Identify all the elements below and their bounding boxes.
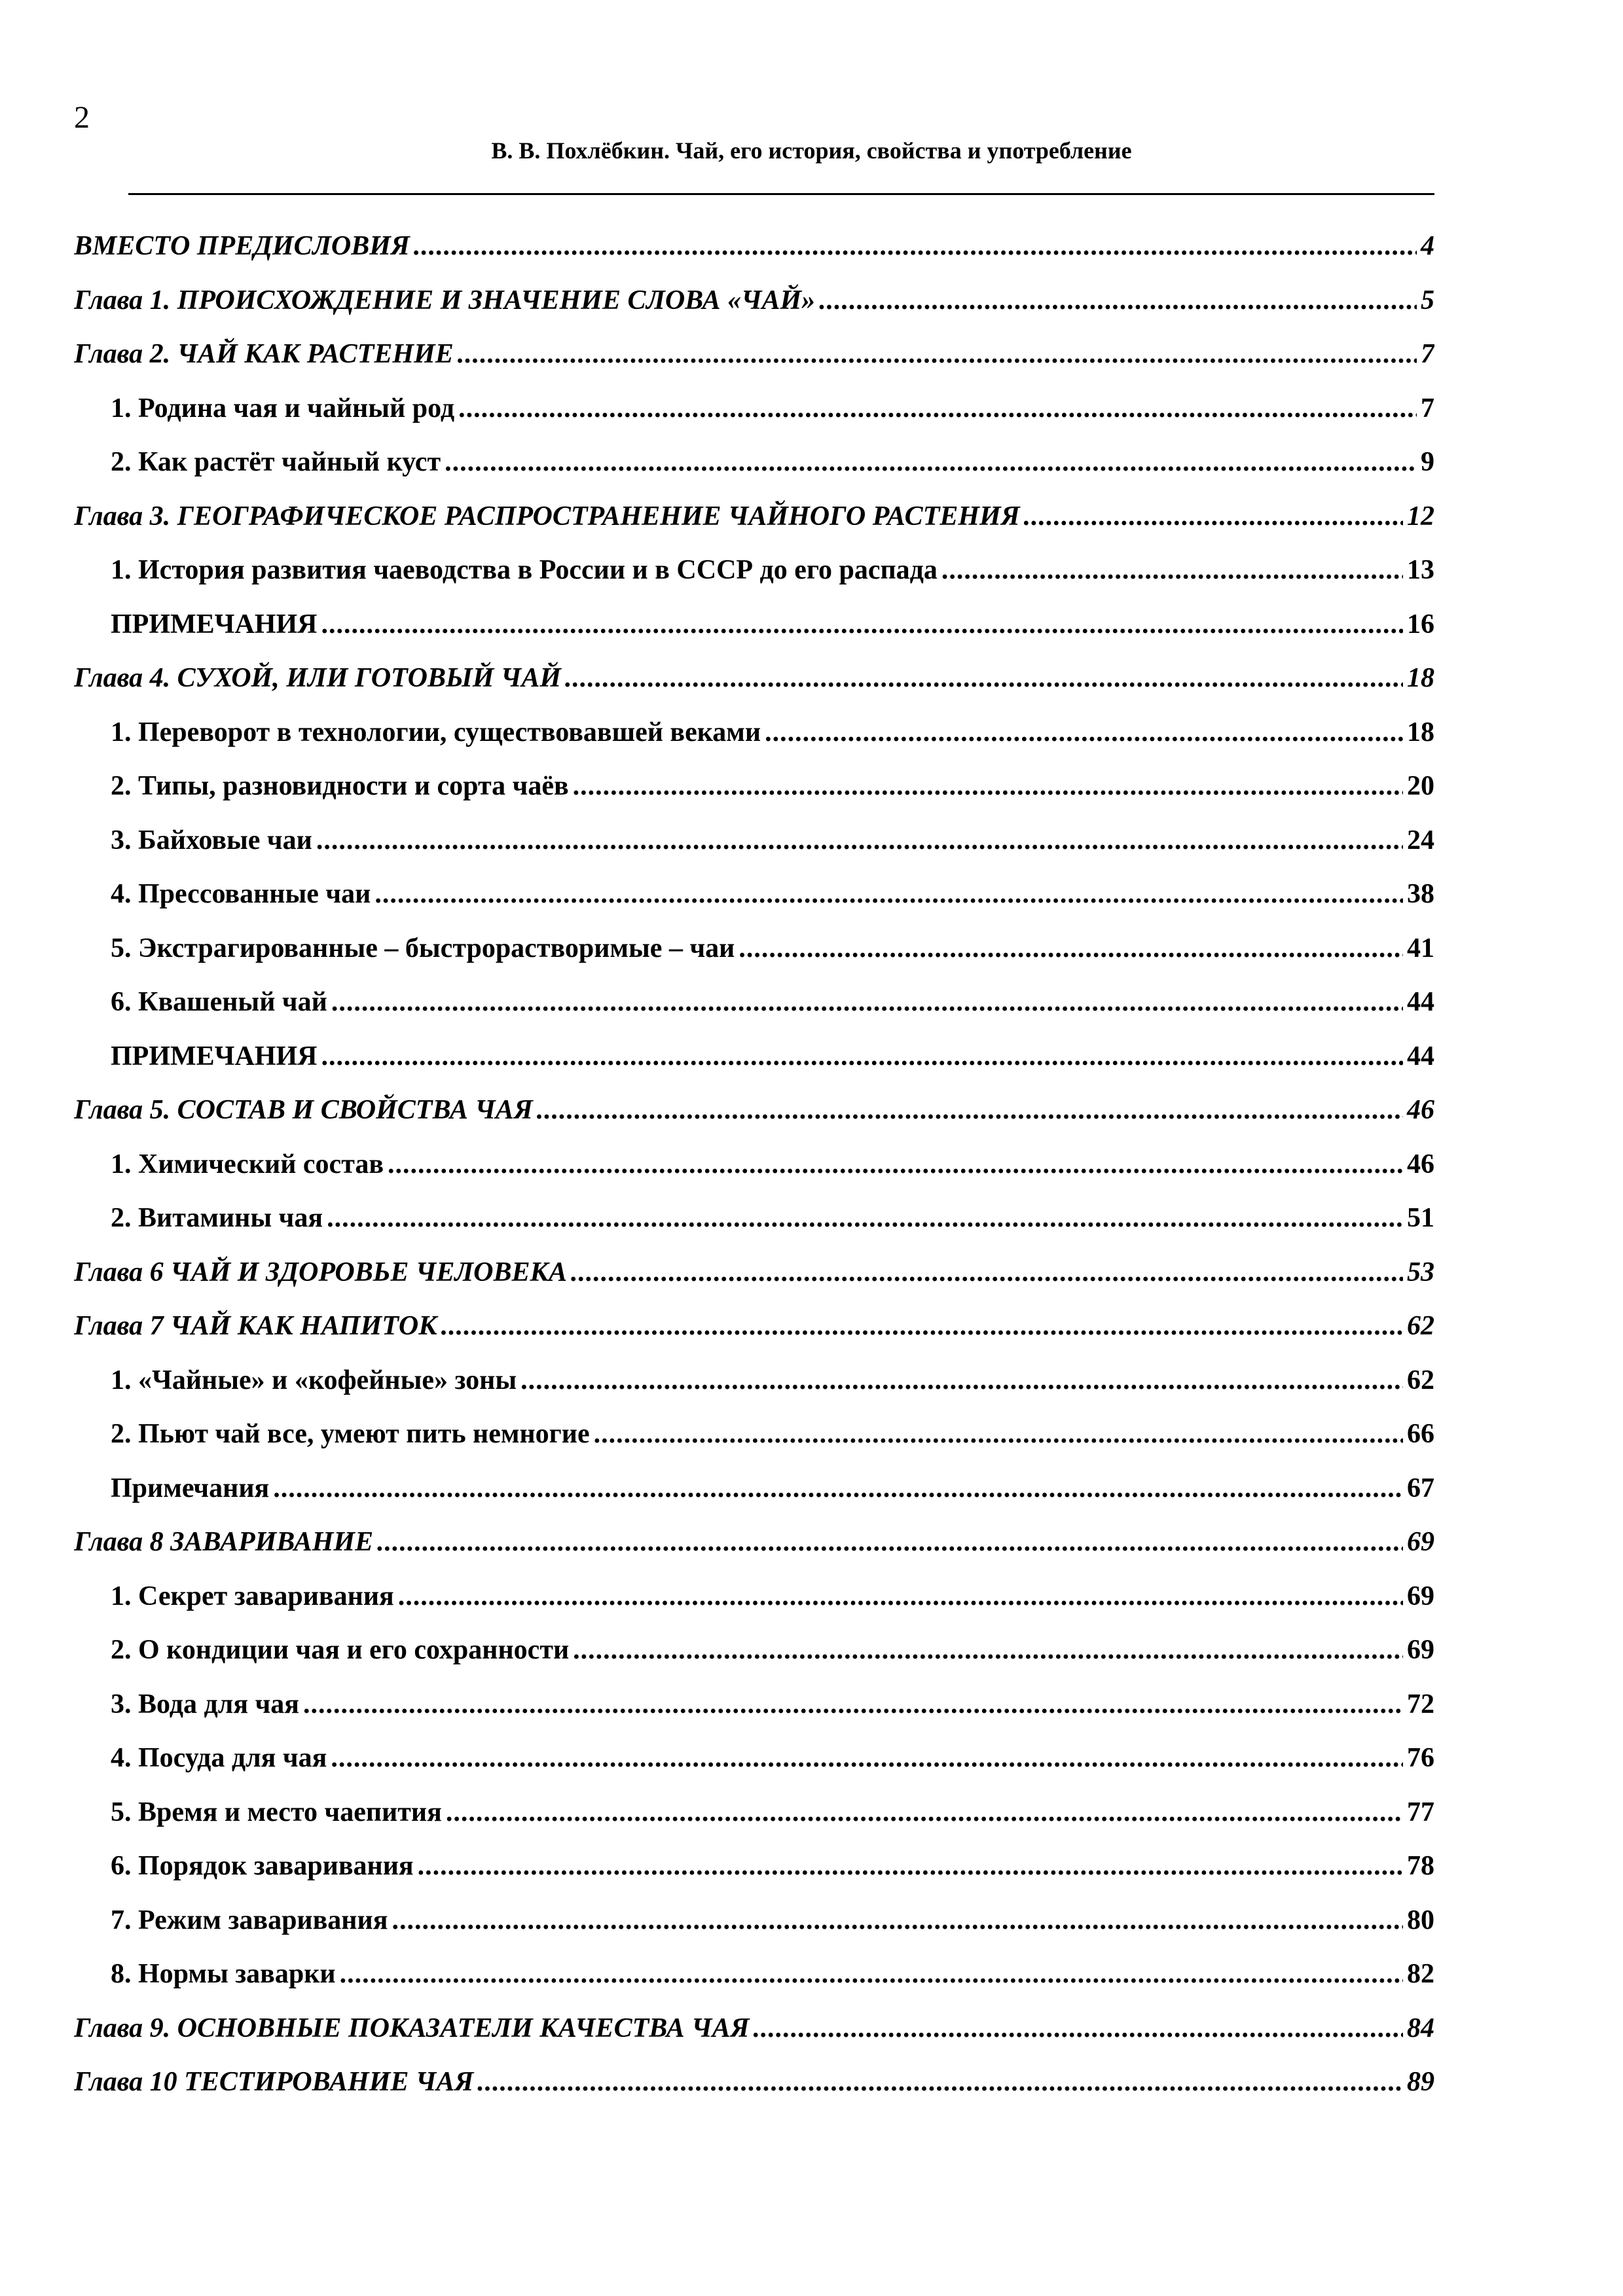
toc-entry-page-number: 13 [1407, 555, 1434, 585]
toc-chapter-link[interactable] [74, 490, 1434, 544]
toc-dot-leader [520, 1354, 1403, 1408]
toc-section-link[interactable] [74, 598, 1434, 652]
toc-entry-page-number: 78 [1407, 1851, 1434, 1881]
toc-dot-leader [377, 1515, 1403, 1570]
toc-entry-page-number: 76 [1407, 1743, 1434, 1773]
toc-entry-page-number: 69 [1407, 1635, 1434, 1665]
toc-entry-page-number: 46 [1407, 1149, 1434, 1179]
toc-entry-title: 1. Переворот в технологии, существовавшей веками [111, 717, 761, 747]
toc-dot-leader [331, 1731, 1403, 1785]
toc-entry-title: ВМЕСТО ПРЕДИСЛОВИЯ [74, 231, 410, 261]
toc-dot-leader [571, 1246, 1403, 1300]
toc-entry-title: 4. Прессованные чаи [111, 879, 371, 909]
toc-entry-title: 3. Байховые чаи [111, 825, 312, 855]
toc-section-link[interactable] [74, 1191, 1434, 1246]
toc-entry-page-number: 41 [1407, 933, 1434, 963]
toc-entry-title: Глава 7 ЧАЙ КАК НАПИТОК [74, 1311, 437, 1341]
toc-section-link[interactable] [74, 975, 1434, 1030]
toc-dot-leader [331, 975, 1403, 1030]
toc-dot-leader [458, 327, 1417, 382]
toc-entry-title: Глава 5. СОСТАВ И СВОЙСТВА ЧАЯ [74, 1095, 533, 1125]
toc-entry-page-number: 18 [1407, 717, 1434, 747]
toc-dot-leader [765, 706, 1403, 760]
toc-dot-leader [303, 1677, 1403, 1732]
toc-entry-title: 4. Посуда для чая [111, 1743, 327, 1773]
toc-entry-title: 5. Время и место чаепития [111, 1797, 442, 1827]
toc-entry-page-number: 62 [1407, 1311, 1434, 1341]
toc-entry-page-number: 44 [1407, 987, 1434, 1017]
toc-entry-page-number: 51 [1407, 1203, 1434, 1233]
toc-entry-title: 6. Квашеный чай [111, 987, 327, 1017]
page-number: 2 [74, 100, 90, 135]
toc-chapter-link[interactable] [74, 1299, 1434, 1354]
toc-entry-title: 1. История развития чаеводства в России и в СССР до его распада [111, 555, 938, 585]
toc-entry-title: Глава 10 ТЕСТИРОВАНИЕ ЧАЯ [74, 2067, 474, 2097]
toc-entry-title: Глава 9. ОСНОВНЫЕ ПОКАЗАТЕЛИ КАЧЕСТВА ЧАЯ [74, 2013, 750, 2043]
toc-dot-leader [418, 1839, 1403, 1893]
toc-dot-leader [458, 382, 1417, 436]
toc-entry-title: 2. Как растёт чайный куст [111, 447, 441, 477]
toc-dot-leader [594, 1407, 1403, 1462]
toc-entry-title: Глава 3. ГЕОГРАФИЧЕСКОЕ РАСПРОСТРАНЕНИЕ ЧАЙНОГО РАСТЕНИЯ [74, 501, 1020, 531]
toc-dot-leader [441, 1299, 1403, 1354]
toc-entry-title: 2. О кондиции чая и его сохранности [111, 1635, 570, 1665]
toc-section-link[interactable] [74, 1407, 1434, 1462]
toc-dot-leader [941, 543, 1403, 598]
toc-dot-leader [398, 1570, 1403, 1624]
toc-entry-page-number: 62 [1407, 1365, 1434, 1395]
toc-dot-leader [754, 2001, 1403, 2056]
toc-chapter-link[interactable] [74, 327, 1434, 382]
toc-section-link[interactable] [74, 867, 1434, 922]
toc-entry-title: 5. Экстрагированные – быстрорастворимые – чаи [111, 933, 735, 963]
toc-chapter-link[interactable] [74, 1246, 1434, 1300]
toc-dot-leader [573, 759, 1403, 814]
toc-entry-title: 3. Вода для чая [111, 1689, 299, 1719]
toc-section-link[interactable] [74, 1354, 1434, 1408]
toc-dot-leader [392, 1893, 1403, 1948]
toc-dot-leader [321, 1030, 1403, 1084]
toc-entry-page-number: 38 [1407, 879, 1434, 909]
toc-section-link[interactable] [74, 759, 1434, 814]
toc-dot-leader [327, 1191, 1403, 1246]
toc-entry-title: 6. Порядок заваривания [111, 1851, 414, 1881]
toc-entry-title: Глава 6 ЧАЙ И ЗДОРОВЬЕ ЧЕЛОВЕКА [74, 1257, 568, 1287]
toc-entry-title: Примечания [111, 1473, 270, 1503]
toc-section-link[interactable] [74, 1839, 1434, 1893]
toc-dot-leader [388, 1138, 1403, 1192]
toc-entry-title: Глава 8 ЗАВАРИВАНИЕ [74, 1527, 374, 1557]
toc-chapter-link[interactable] [74, 2001, 1434, 2056]
toc-chapter-link[interactable] [74, 274, 1434, 328]
toc-chapter-link[interactable] [74, 1515, 1434, 1570]
toc-dot-leader [477, 2055, 1403, 2109]
running-header: В. В. Похлёбкин. Чай, его история, свойства и употребление [491, 137, 1132, 164]
toc-dot-leader [316, 814, 1403, 868]
toc-entry-page-number: 69 [1407, 1581, 1434, 1611]
toc-section-link[interactable] [74, 1893, 1434, 1948]
toc-entry-page-number: 77 [1407, 1797, 1434, 1827]
toc-section-link[interactable] [74, 1947, 1434, 2001]
toc-entry-page-number: 20 [1407, 771, 1434, 801]
toc-entry-title: Глава 4. СУХОЙ, ИЛИ ГОТОВЫЙ ЧАЙ [74, 663, 562, 693]
toc-chapter-link[interactable] [74, 219, 1434, 274]
toc-entry-title: Глава 1. ПРОИСХОЖДЕНИЕ И ЗНАЧЕНИЕ СЛОВА «ЧАЙ» [74, 285, 816, 315]
toc-entry-title: 8. Нормы заварки [111, 1959, 336, 1989]
toc-dot-leader [414, 219, 1417, 274]
toc-entry-title: Глава 2. ЧАЙ КАК РАСТЕНИЕ [74, 339, 454, 369]
toc-dot-leader [537, 1083, 1403, 1138]
toc-entry-title: 1. «Чайные» и «кофейные» зоны [111, 1365, 517, 1395]
toc-entry-page-number: 82 [1407, 1959, 1434, 1989]
toc-section-link[interactable] [74, 1731, 1434, 1785]
toc-entry-page-number: 16 [1407, 609, 1434, 639]
toc-entry-page-number: 9 [1421, 447, 1434, 477]
toc-entry-title: 2. Типы, разновидности и сорта чаёв [111, 771, 569, 801]
toc-dot-leader [321, 598, 1403, 652]
toc-dot-leader [445, 435, 1417, 490]
toc-entry-title: 2. Пьют чай все, умеют пить немногие [111, 1419, 590, 1449]
toc-chapter-link[interactable] [74, 2055, 1434, 2109]
toc-chapter-link[interactable] [74, 651, 1434, 706]
toc-entry-title: 1. Химический состав [111, 1149, 384, 1179]
toc-section-link[interactable] [74, 1570, 1434, 1624]
header-divider [128, 193, 1434, 195]
table-of-contents [74, 219, 1434, 2109]
toc-entry-page-number: 53 [1407, 1257, 1434, 1287]
toc-entry-page-number: 7 [1421, 339, 1434, 369]
toc-dot-leader [1024, 490, 1403, 544]
toc-entry-title: ПРИМЕЧАНИЯ [111, 1041, 318, 1071]
toc-entry-page-number: 67 [1407, 1473, 1434, 1503]
toc-entry-page-number: 7 [1421, 393, 1434, 423]
toc-dot-leader [446, 1785, 1403, 1840]
toc-dot-leader [374, 867, 1403, 922]
toc-section-link[interactable] [74, 543, 1434, 598]
toc-chapter-link[interactable] [74, 1083, 1434, 1138]
toc-entry-page-number: 44 [1407, 1041, 1434, 1071]
toc-section-link[interactable] [74, 1785, 1434, 1840]
toc-entry-page-number: 46 [1407, 1095, 1434, 1125]
toc-section-link[interactable] [74, 1462, 1434, 1516]
toc-entry-page-number: 84 [1407, 2013, 1434, 2043]
toc-entry-page-number: 18 [1407, 663, 1434, 693]
toc-section-link[interactable] [74, 922, 1434, 976]
toc-section-link[interactable] [74, 1677, 1434, 1732]
toc-dot-leader [573, 1623, 1403, 1677]
toc-entry-page-number: 12 [1407, 501, 1434, 531]
toc-dot-leader [565, 651, 1403, 706]
toc-entry-page-number: 80 [1407, 1905, 1434, 1935]
toc-dot-leader [739, 922, 1403, 976]
toc-entry-page-number: 4 [1421, 231, 1434, 261]
toc-section-link[interactable] [74, 1623, 1434, 1677]
toc-entry-title: 7. Режим заваривания [111, 1905, 388, 1935]
toc-entry-title: 1. Родина чая и чайный род [111, 393, 455, 423]
toc-entry-title: 2. Витамины чая [111, 1203, 323, 1233]
toc-entry-page-number: 5 [1421, 285, 1434, 315]
toc-section-link[interactable] [74, 1138, 1434, 1192]
toc-entry-page-number: 72 [1407, 1689, 1434, 1719]
toc-entry-title: 1. Секрет заваривания [111, 1581, 394, 1611]
toc-section-link[interactable] [74, 814, 1434, 868]
toc-section-link[interactable] [74, 435, 1434, 490]
toc-entry-page-number: 24 [1407, 825, 1434, 855]
toc-section-link[interactable] [74, 382, 1434, 436]
toc-dot-leader [273, 1462, 1403, 1516]
toc-entry-page-number: 69 [1407, 1527, 1434, 1557]
toc-entry-title: ПРИМЕЧАНИЯ [111, 609, 318, 639]
toc-section-link[interactable] [74, 1030, 1434, 1084]
toc-entry-page-number: 89 [1407, 2067, 1434, 2097]
toc-dot-leader [819, 274, 1417, 328]
toc-dot-leader [340, 1947, 1403, 2001]
toc-entry-page-number: 66 [1407, 1419, 1434, 1449]
toc-section-link[interactable] [74, 706, 1434, 760]
